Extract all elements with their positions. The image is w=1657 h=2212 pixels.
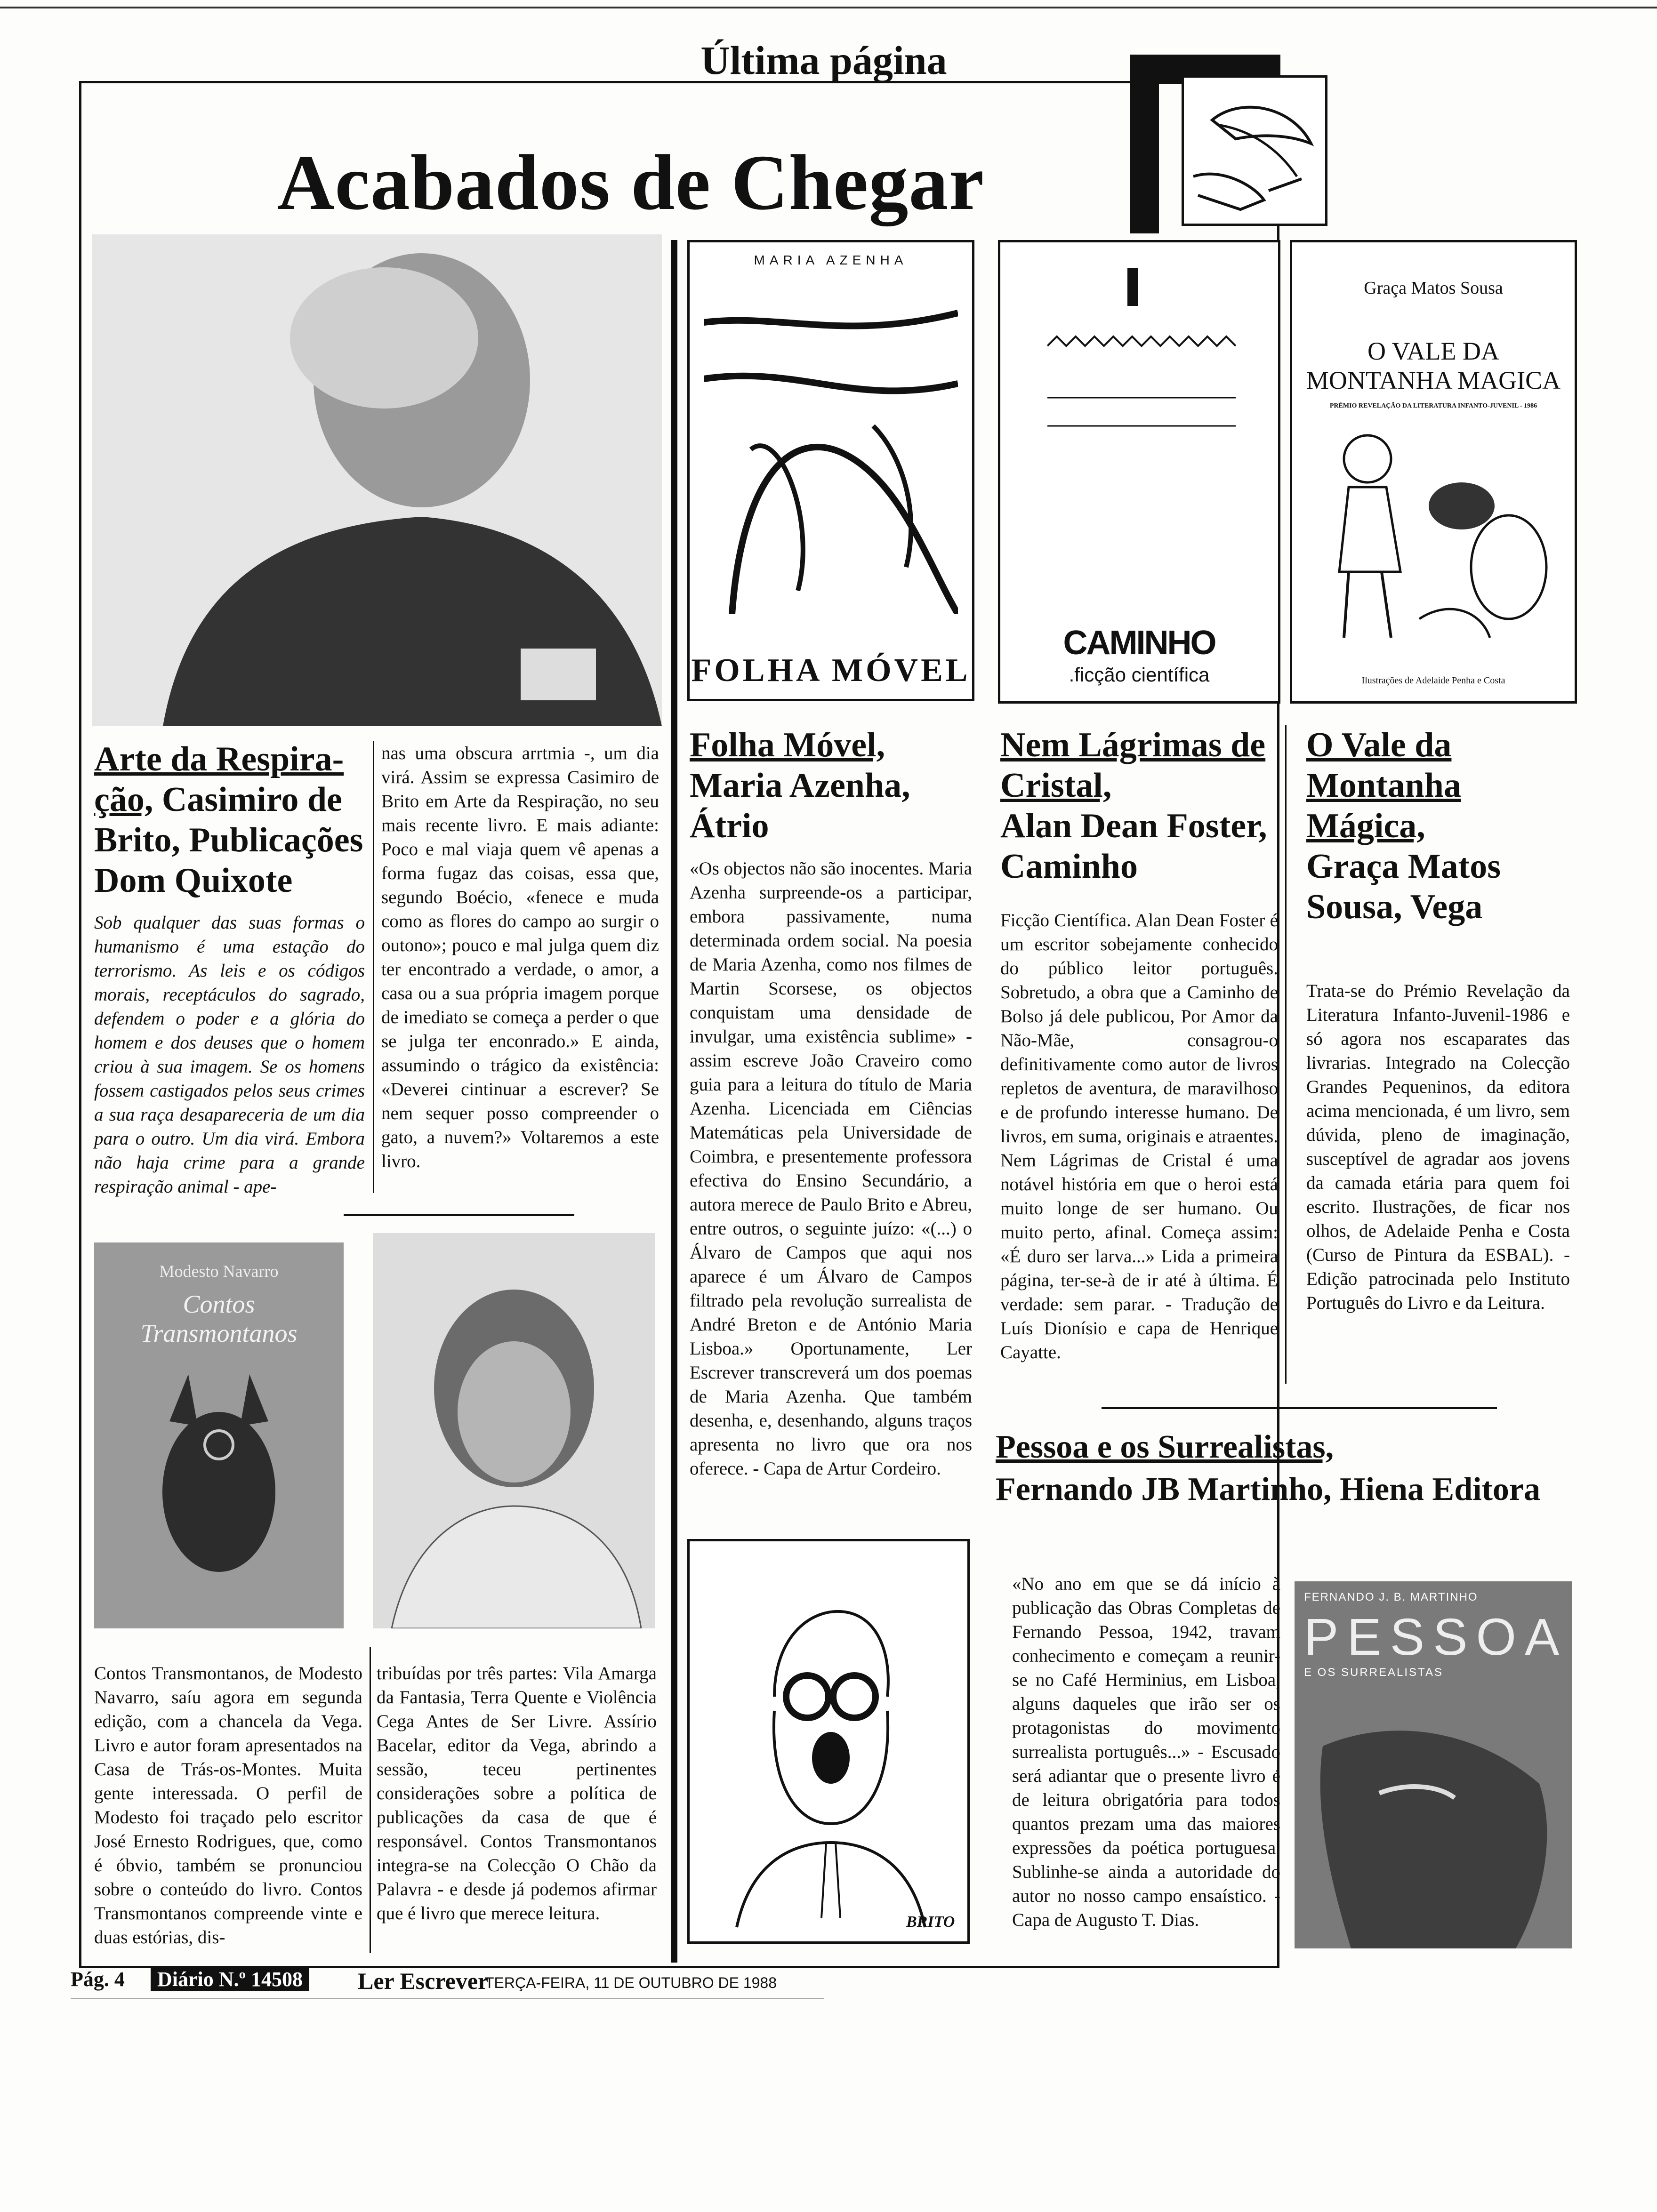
vale-title-book: O Vale da Montanha Mágica, [1306, 726, 1461, 845]
folha-cover-title: FOLHA MÓVEL [691, 652, 971, 689]
caminho-cover [998, 240, 1280, 704]
cartoon-face-illustration [690, 1541, 967, 1941]
cartoon-signature: BRITO [906, 1913, 955, 1931]
pessoa-title-rest: Fernando JB Martinho, Hiena Editora [996, 1471, 1540, 1507]
pessoa-body: «No ano em que se dá início à publicação das Obras Completas de Fernando Pessoa, 1942, travam conhecimento e começam a reunir-se no Café Herminius, em Lisboa, alguns daqueles que irão ser os protagonistas do movimento surrealista português...» - Escusado será adiantar que o presente livro é de leitura obrigatória para todos quantos prezam uma das maiores expressões da poética portuguesa. Sublinhe-se ainda a autoridade do autor no nosso campo ensaístico. - Capa de Augusto T. Dias. [1012, 1574, 1280, 1930]
abstract-illustration [704, 285, 958, 614]
divider [1102, 1407, 1497, 1409]
vale-title-rest: Graça Matos Sousa, Vega [1306, 847, 1501, 926]
column-rule [373, 741, 374, 1193]
footer-page: Pág. 4 [71, 1968, 125, 1991]
contos-cover [94, 1242, 344, 1628]
contos-col1: Contos Transmontanos, de Modesto Navarro, saíu agora em segunda edição, com a chancela da Vega. Livro e autor foram apresentados na Casa de Trás-os-Montes. Muita gente interessada. O perfil de Modesto foi traçado pelo escritor José Ernesto Rodrigues, que, como é óbvio, também se pronunciou sobre o conteúdo do livro. Contos Transmontanos compreende vinte e duas estórias, dis- [94, 1663, 362, 1948]
vale-cover [1290, 240, 1577, 704]
quill-icon [1184, 78, 1325, 224]
footer-rule [71, 1998, 824, 1999]
folha-cover [687, 240, 974, 701]
quill-logo [1182, 75, 1327, 226]
pessoa-title [996, 1426, 1560, 1511]
contos-cover-author: Modesto Navarro [159, 1262, 279, 1281]
author-photo-modesto [373, 1233, 655, 1628]
column-rule [1285, 725, 1287, 1384]
author-photo-casimiro [92, 234, 662, 726]
cartoon [687, 1539, 970, 1944]
caminho-brand: CAMINHO [1063, 624, 1215, 662]
nem-title [1000, 725, 1278, 887]
contos-cover-title: Contos Transmontanos [140, 1290, 298, 1347]
top-rule [0, 7, 1657, 8]
caminho-logo-mark [1127, 268, 1138, 306]
nem-title-rest: Alan Dean Foster, Caminho [1000, 807, 1267, 886]
footer-paper: Diário N.º 14508 [151, 1967, 309, 1991]
headline: Acabados de Chegar [277, 139, 985, 226]
pessoa-title-book: Pessoa e os Surrealistas, [996, 1429, 1334, 1465]
skyline-illustration [1047, 318, 1236, 440]
folha-body: «Os objectos não são inocentes. Maria Azenha surpreende-os a participar, embora passivamente, numa determinada ordem social. Na poesia de Maria Azenha, como nos filmes de Martin Scorsese, os objectos conquistam uma densidade de invulgar, uma existência sublime» - assim escreve João Craveiro como guia para a leitura do título de Maria Azenha. Licenciada em Ciências Matemáticas pela Universidade de Coimbra, e presentemente professora efectiva do Ensino Secundário, a autora merece de Paulo Brito e Abreu, entre outros, o seguinte juízo: «(...) o Álvaro de Campos que aqui nos aparece é um Álvaro de Campos filtrado pela revolução surrealista de André Breton e de António Maria Lisboa.» Oportunamente, Ler Escrever transcreverá um dos poemas de Maria Azenha. Que também desenha, e, desenhando, alguns traços apresenta no livro que ora nos oferece. - Capa de Artur Cordeiro. [690, 858, 973, 1479]
pessoa-cover-title: PESSOA [1304, 1608, 1568, 1666]
portrait-image [373, 1233, 655, 1628]
vale-body: Trata-se do Prémio Revelação da Literatura Infanto-Juvenil-1986 e só agora nos escaparates das livrarias. Integrado na Colecção Grandes Pequeninos, da editora acima mencionada, é um livro, sem dúvida, pleno de imaginação, susceptível de agradar aos jovens da camada etária para quem foi escrito. Ilustrações, de ficar nos olhos, de Adelaide Penha e Costa (Curso de Pintura da ESBAL). - Edição patrocinada pelo Instituto Português do Livro e da Leitura. [1306, 981, 1570, 1313]
caminho-sub: .ficção científica [1069, 664, 1210, 686]
arte-col2: nas uma obscura arrtmia -, um dia virá. Assim se expressa Casimiro de Brito em Arte da Respiração, no seu mais recente livro. E mais adiante: Poco e mal viaja quem vê apenas a forma fugaz das coisas, essa que, segundo Boécio, «fenece e muda como as flores do campo ao surgir o outono»; pouco e mal julga quem diz ter encontrado a verdade, o amor, a casa ou a sua própria imagem porque de imediato se começa a perder o que se julga ter enconrado.» E ainda, assumindo o trágico da existência: «Deverei cintinuar a escrever? Se nem sequer posso compreender o gato, a nuvem?» Voltaremos a este livro. [381, 743, 659, 1171]
thick-rule [671, 240, 677, 1963]
arte-title [94, 739, 367, 901]
vale-cover-illustrator: Ilustrações de Adelaide Penha e Costa [1361, 675, 1505, 686]
footer-date: TERÇA-FEIRA, 11 DE OUTUBRO DE 1988 [485, 1974, 777, 1991]
column-rule [370, 1647, 371, 1953]
vale-cover-author: Graça Matos Sousa [1364, 278, 1503, 298]
arte-col1: Sob qualquer das suas formas o humanismo é uma estação do terrorismo. As leis e os códigos morais, receptáculos do sagrado, defendem o poder e a glória do homem e dos deuses que o homem criou à sua imagem. Se os homens fossem castigados pelos seus crimes a sua raça desapareceria de um dia para o outro. Um dia virá. Embora não haja crime para a grande respiração animal - ape- [94, 913, 365, 1197]
contos-col2: tribuídas por três partes: Vila Amarga da Fantasia, Terra Quente e Violência Cega Antes de Ser Livre. Assírio Bacelar, editor da Vega, abrindo a sessão, teceu pertinentes considerações sobre a política de publicações da casa de que é responsável. Contos Transmontanos integra-se na Colecção O Chão da Palavra - e desde já podemos afirmar que é livro que merece leitura. [377, 1663, 657, 1923]
folha-cover-author: MARIA AZENHA [754, 253, 908, 267]
portrait-image [92, 234, 662, 726]
pessoa-cover-sub: E OS SURREALISTAS [1304, 1666, 1443, 1679]
mask-illustration [146, 1365, 292, 1591]
nem-title-book: Nem Lágrimas de Cristal, [1000, 726, 1266, 805]
folha-title [690, 725, 972, 846]
pessoa-cover [1295, 1581, 1572, 1948]
section-title: Última página [700, 38, 947, 83]
arte-title-book: Arte da Respira-ção, [94, 740, 344, 819]
vale-title [1306, 725, 1570, 927]
corner-bar-vertical [1130, 55, 1159, 233]
footer-supplement: Ler Escrever [358, 1968, 489, 1994]
vale-cover-prize: PRÉMIO REVELAÇÃO DA LITERATURA INFANTO-JUVENIL - 1986 [1329, 402, 1537, 409]
folha-title-rest: Maria Azenha, Átrio [690, 766, 910, 845]
folha-title-book: Folha Móvel, [690, 726, 885, 764]
pessoa-cover-author: FERNANDO J. B. MARTINHO [1304, 1591, 1478, 1603]
arte-title-rest: Casimiro de Brito, Publicações Dom Quixote [94, 780, 363, 900]
vale-cover-title1: O VALE DA [1367, 337, 1500, 365]
divider [344, 1214, 574, 1216]
nem-body: Ficção Científica. Alan Dean Foster é um escritor sobejamente conhecido do público leitor português. Sobretudo, a obra que a Caminho de Bolso já dele publicou, Por Amor da Não-Mãe, consagrou-o definitivamente como autor de livros repletos de aventura, de maravilhoso e de profundo interesse humano. De livros, em suma, originais e atraentes. Nem Lágrimas de Cristal é uma notável história em que o heroi está muito longe de ser humano. Ou muito perto, afinal. Começa assim: «É duro ser larva...» Lida a primeira página, ter-se-à de ir até à última. É verdade: sem parar. - Tradução de Luís Dionísio e capa de Henrique Cayatte. [1000, 910, 1278, 1362]
vale-cover-title2: MONTANHA MAGICA [1306, 366, 1561, 394]
children-illustration [1311, 421, 1556, 661]
pessoa-portrait-illustration [1295, 1690, 1572, 1948]
